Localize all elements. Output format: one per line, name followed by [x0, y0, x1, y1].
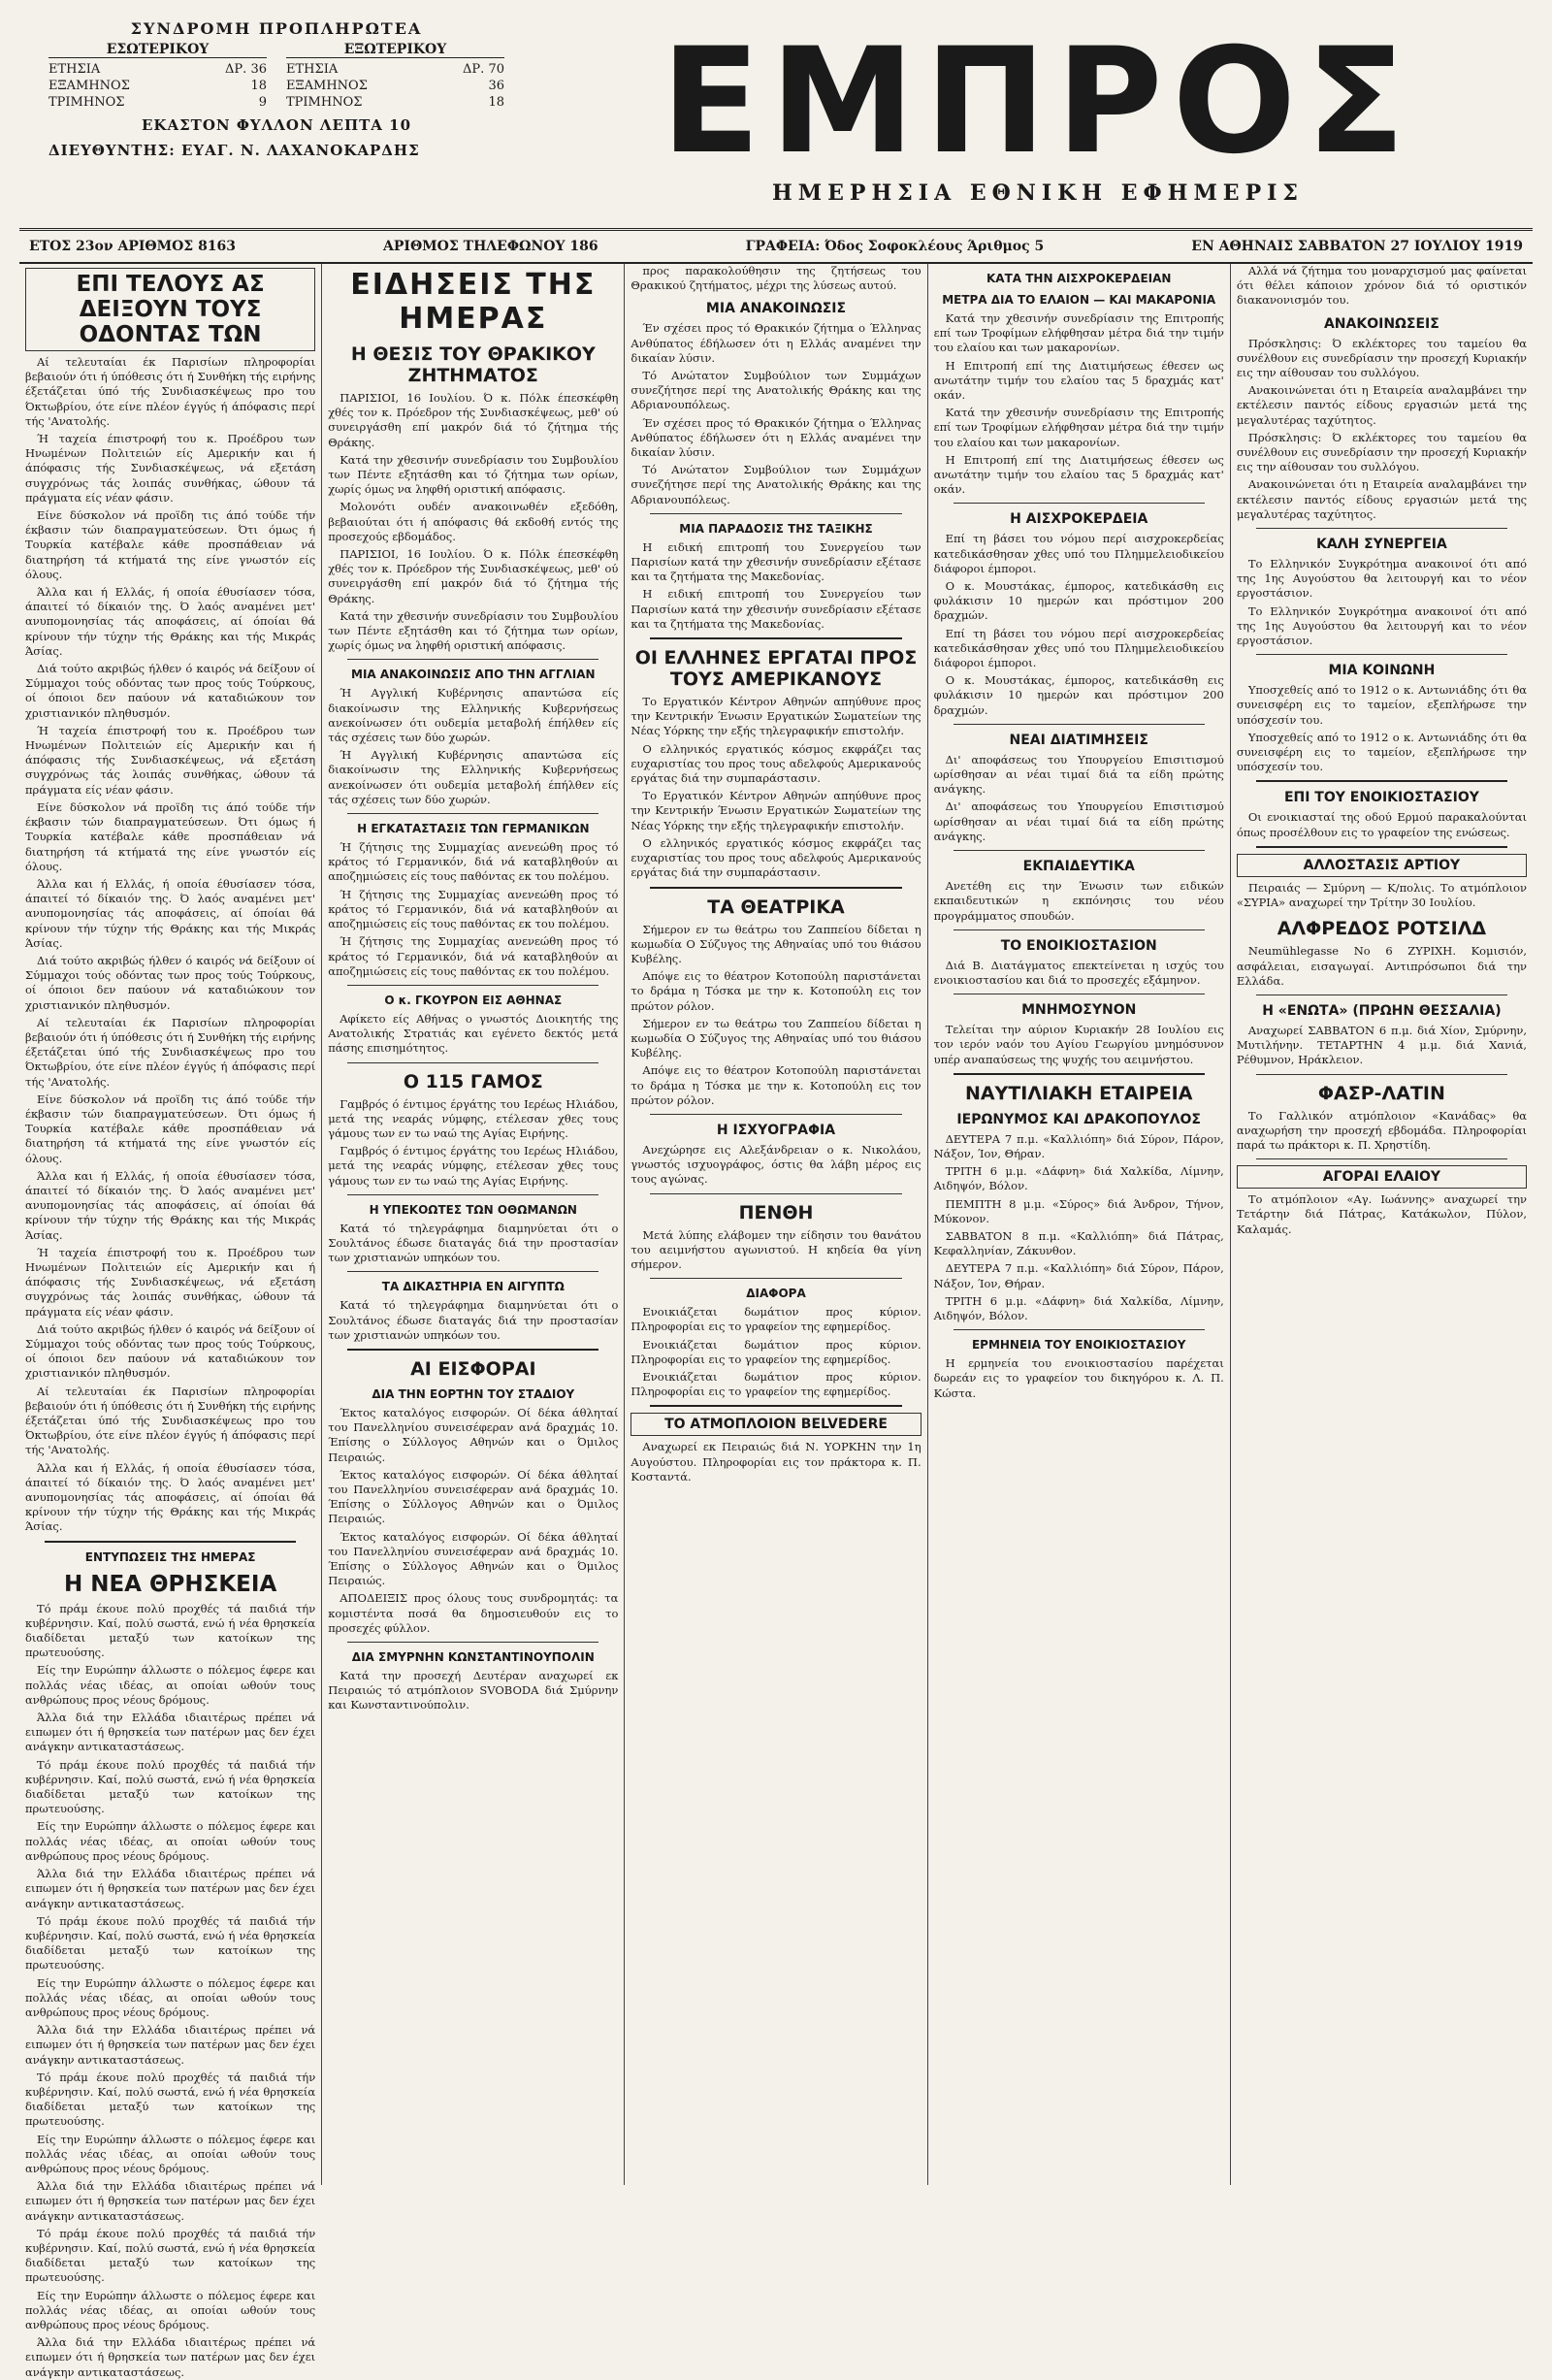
column-4	[928, 264, 1231, 2185]
subscription-box	[48, 19, 504, 159]
article-paragraph: Αί τελευταίαι έκ Παρισίων πληροφορίαι βεβαιούν ότι ή ύπόθεσις ότι ή Συνθήκη τής ειρήνης έξετάζεται ύπό τής Συνδιασκέψεως προ του Όκτωβρίου, ότε είνε πλέον έγγύς ή άπόφασις περί τής 'Ανατολής.	[25, 1015, 316, 1089]
article-paragraph: Τό πράμ έκουε πολύ προχθές τά παιδιά τήν κυβέρνησιν. Καί, πολύ σωστά, ενώ ή νέα θρησκεία διαδίδεται μεταξύ των κατοίκων της πρωτευούσης.	[25, 1757, 316, 1816]
section-divider	[650, 1278, 901, 1279]
lead-headline: ΕΠΙ ΤΕΛΟΥΣ ΑΣ ΔΕΙΞΟΥΝ ΤΟΥΣ ΟΔΟΝΤΑΣ ΤΩΝ	[25, 268, 315, 351]
article-paragraph: Διά Β. Διατάγματος επεκτείνεται η ισχύς του ενοικιοστασίου και διά το προσεχές εξάμηνον.	[933, 958, 1224, 987]
article-paragraph: Ανακοινώνεται ότι η Εταιρεία αναλαμβάνει την εκτέλεσιν παντός είδους εργασιών μετά της μεγαλυτέρας ταχύτητος.	[1236, 383, 1528, 427]
schedule-entry: ΔΕΥΤΕΡΑ 7 π.μ. «Καλλιόπη» διά Σύρον, Πάρον, Νάξον, Ίον, Θήραν.	[933, 1261, 1224, 1290]
section-title: ΤΑ ΔΙΚΑΣΤΗΡΙΑ ΕΝ ΑΙΓΥΠΤΩ	[381, 1280, 565, 1294]
section-divider	[954, 1073, 1205, 1075]
section-divider	[347, 985, 598, 986]
section-title: ΜΙΑ ΠΑΡΑΔΟΣΙΣ ΤΗΣ ΤΑΞΙΚΗΣ	[679, 521, 873, 536]
article-paragraph: Επί τη βάσει του νόμου περί αισχροκερδείας κατεδικάσθησαν χθες υπό του Πλημμελειοδικείου διάφοροι έμποροι.	[933, 626, 1224, 670]
advertisement-title: ΤΟ ΑΤΜΟΠΛΟΙΟΝ BELVEDERE	[630, 1413, 921, 1436]
section-subtitle: ΜΕΤΡΑ ΔΙΑ ΤΟ ΕΛΑΙΟΝ — ΚΑΙ ΜΑΚΑΡΟΝΙΑ	[942, 293, 1216, 307]
section-divider	[954, 929, 1205, 930]
article-paragraph: Μετά λύπης ελάβομεν την είδησιν του θανάτου του αειμνήστου αγωνιστού. Η κηδεία θα γίνη σήμερον.	[630, 1227, 922, 1271]
article-paragraph: Έν σχέσει προς τό Θρακικόν ζήτημα ο Έλληνας Ανθύπατος έδήλωσεν ότι η Ελλάς αναμένει την δικαίαν λύσιν.	[630, 321, 922, 365]
section-divider	[650, 1114, 901, 1115]
schedule-entry: ΣΑΒΒΑΤΟΝ 8 π.μ. «Καλλιόπη» διά Πάτρας, Κεφαλληνίαν, Ζάκυνθον.	[933, 1228, 1224, 1258]
rate-label: ΕΞΑΜΗΝΟΣ	[286, 79, 368, 93]
newspaper-tagline: ΗΜΕΡΗΣΙΑ ΕΘΝΙΚΗ ΕΦΗΜΕΡΙΣ	[772, 180, 1304, 206]
article-paragraph: Κατά την χθεσινήν συνεδρίασιν της Επιτροπής επί των Τροφίμων ελήφθησαν μέτρα διά την τιμήν του ελαίου και των μακαρονίων.	[933, 311, 1224, 355]
article-paragraph: Άλλα διά την Ελλάδα ιδιαιτέρως πρέπει νά ειπωμεν ότι ή θρησκεία των πατέρων μας δεν έχει ανάγκην αντικαταστάσεως.	[25, 2179, 316, 2223]
section-divider	[347, 1271, 598, 1272]
article-paragraph: Έν σχέσει προς τό Θρακικόν ζήτημα ο Έλληνας Ανθύπατος έδήλωσεν ότι η Ελλάς αναμένει την δικαίαν λύσιν.	[630, 415, 922, 460]
rate-value: ΔΡ. 36	[225, 62, 267, 77]
section-divider	[954, 850, 1205, 851]
section-divider	[954, 503, 1205, 504]
article-paragraph: Ή Αγγλική Κυβέρνησις απαντώσα είς διακοίνωσιν της Ελληνικής Κυβερνήσεως ανεκοίνωσεν ότι ουδεμία μεταβολή έπήλθεν είς τάς σχέσεις των δύο χωρών.	[328, 748, 619, 806]
section-divider	[1256, 994, 1507, 995]
subscription-title: ΣΥΝΔΡΟΜΗ ΠΡΟΠΛΗΡΩΤΕΑ	[130, 19, 423, 38]
article-paragraph: Πρόσκλησις: Ό εκλέκτορες του ταμείου θα συνέλθουν εις συνεδρίασιν την προσεχή Κυριακήν εις την αίθουσαν του συλλόγου.	[1236, 430, 1528, 474]
advertisement-title: ΦΑΣΡ-ΛΑΤΙΝ	[1317, 1082, 1445, 1104]
masthead	[19, 19, 1533, 231]
article-paragraph: Κατά την χθεσινήν συνεδρίασιν της Επιτροπής επί των Τροφίμων ελήφθησαν μέτρα διά την τιμήν του ελαίου και των μακαρονίων.	[933, 406, 1224, 449]
advertisement-title: Η «ΕΝΩΤΑ» (ΠΡΩΗΝ ΘΕΣΣΑΛΙΑ)	[1262, 1002, 1502, 1019]
section-divider	[347, 659, 598, 660]
article-paragraph: Ανεχώρησε εις Αλεξάνδρειαν ο κ. Νικολάου, γνωστός ισχυογράφος, όστις θα λάβη μέρος εις τους αγώνας.	[630, 1142, 922, 1187]
rate-value: 9	[258, 95, 267, 110]
article-headline: ΝΕΑΙ ΔΙΑΤΙΜΗΣΕΙΣ	[1009, 732, 1148, 748]
article-paragraph: Το Εργατικόν Κέντρον Αθηνών απηύθυνε προς την Κεντρικήν Ένωσιν Εργατικών Σωματείων της Νέας Υόρκης την εξής τηλεγραφικήν επιστολήν.	[630, 695, 922, 738]
article-paragraph: Είνε δύσκολον νά προϊδη τις άπό τούδε τήν έκβασιν τών διαπραγματεύσεων. Ότι όμως ή Τουρκία κατέβαλε κάθε προσπάθειαν νά διατηρήση τά κτήματά της είνε γνωστόν είς όλους.	[25, 508, 316, 581]
article-paragraph: Είς την Ευρώπην άλλωστε ο πόλεμος έφερε και πολλάς νέας ιδέας, αι οποίαι ωθούν τους ανθρώπους προς νέους δρόμους.	[25, 1819, 316, 1863]
article-paragraph: Τό πράμ έκουε πολύ προχθές τά παιδιά τήν κυβέρνησιν. Καί, πολύ σωστά, ενώ ή νέα θρησκεία διαδίδεται μεταξύ των κατοίκων της πρωτευούσης.	[25, 2226, 316, 2285]
section-divider	[650, 887, 901, 889]
article-paragraph: Ή ζήτησις της Συμμαχίας ανενεώθη προς τό κράτος τό Γερμανικόν, διά νά καταβληθούν αι αποζημιώσεις είς τους παθόντας εκ του πολέμου.	[328, 934, 619, 978]
office-address: ΓΡΑΦΕΙΑ: Όδος Σοφοκλέους Άριθμος 5	[745, 239, 1045, 254]
section-divider	[1256, 1158, 1507, 1159]
rate-value: 18	[250, 79, 267, 93]
section-title: ΔΙΑ ΣΜΥΡΝΗΝ ΚΩΝΣΤΑΝΤΙΝΟΥΠΟΛΙΝ	[351, 1650, 595, 1664]
article-paragraph: Κατά την χθεσινήν συνεδρίασιν του Συμβουλίου των Πέντε εξητάσθη και τό ζήτημα των ορίων, χωρίς όμως να ληφθή οριστική απόφασις.	[328, 452, 619, 497]
advertisement-text: Αναχωρεί ΣΑΒΒΑΤΟΝ 6 π.μ. διά Χίον, Σμύρνην, Μυτιλήνην. ΤΕΤΑΡΤΗΝ 4 μ.μ. διά Χανιά, Ρέθυμνον, Ηράκλειον.	[1236, 1023, 1528, 1067]
foreign-rates	[286, 42, 504, 111]
article-paragraph: Η ειδική επιτροπή του Συνεργείου των Παρισίων κατά την χθεσινήν συνεδρίασιν εξέτασε και τα ζητήματα της Μακεδονίας.	[630, 539, 922, 584]
article-paragraph: Είνε δύσκολον νά προϊδη τις άπό τούδε τήν έκβασιν τών διαπραγματεύσεων. Ότι όμως ή Τουρκία κατέβαλε κάθε προσπάθειαν νά διατηρήση τά κτήματά της είνε γνωστόν είς όλους.	[25, 1092, 316, 1165]
foreign-title: ΕΞΩΤΕΡΙΚΟΥ	[286, 42, 504, 58]
rate-label: ΕΤΗΣΙΑ	[48, 62, 101, 77]
section-title: Η ΙΣΧΥΟΓΡΑΦΙΑ	[716, 1122, 836, 1138]
article-paragraph: Είς την Ευρώπην άλλωστε ο πόλεμος έφερε και πολλάς νέας ιδέας, αι οποίαι ωθούν τους ανθρώπους προς νέους δρόμους.	[25, 1663, 316, 1707]
article-paragraph: Κατά τό τηλεγράφημα διαμηνύεται ότι ο Σουλτάνος έδωσε διαταγάς διά την προστασίαν των χριστιανών υπηκόων του.	[328, 1298, 619, 1342]
article-paragraph: Σήμερον εν τω θεάτρω του Ζαππείου δίδεται η κωμωδία Ο Σύζυγος της Αθηναίας υπό του θιάσου Κυβέλης.	[630, 1016, 922, 1060]
article-headline: ΤΟ ΕΝΟΙΚΙΟΣΤΑΣΙΟΝ	[1000, 937, 1157, 954]
section-divider	[650, 1405, 901, 1407]
article-paragraph: Υποσχεθείς από το 1912 ο κ. Αντωνιάδης ότι θα συνεισφέρη εις το ταμείον, εξεπλήρωσε την υπόσχεσίν του.	[1236, 730, 1528, 774]
article-paragraph: Είς την Ευρώπην άλλωστε ο πόλεμος έφερε και πολλάς νέας ιδέας, αι οποίαι ωθούν τους ανθρώπους προς νέους δρόμους.	[25, 1975, 316, 2019]
article-paragraph: Άλλα διά την Ελλάδα ιδιαιτέρως πρέπει νά ειπωμεν ότι ή θρησκεία των πατέρων μας δεν έχει ανάγκην αντικαταστάσεως.	[25, 2023, 316, 2067]
section-divider	[347, 813, 598, 814]
section-divider	[347, 1194, 598, 1195]
article-paragraph: Τό πράμ έκουε πολύ προχθές τά παιδιά τήν κυβέρνησιν. Καί, πολύ σωστά, ενώ ή νέα θρησκεία διαδίδεται μεταξύ των κατοίκων της πρωτευούσης.	[25, 1601, 316, 1660]
advertisement-title: ΑΛΛΟΣΤΑΣΙΣ ΑΡΤΙΟΥ	[1237, 854, 1527, 877]
article-headline: ΤΑ ΘΕΑΤΡΙΚΑ	[707, 896, 845, 918]
article-paragraph: Είνε δύσκολον νά προϊδη τις άπό τούδε τήν έκβασιν τών διαπραγματεύσεων. Ότι όμως ή Τουρκία κατέβαλε κάθε προσπάθειαν νά διατηρήση τά κτήματά της είνε γνωστόν είς όλους.	[25, 799, 316, 873]
article-paragraph: Μολονότι ουδέν ανακοινωθέν εξεδόθη, βεβαιούται ότι ή απόφασις θά εκδοθή εντός της προσεχούς εβδομάδος.	[328, 500, 619, 543]
article-paragraph: Η ερμηνεία του ενοικιοστασίου παρέχεται δωρεάν εις το γραφείον του δικηγόρου κ. Λ. Π. Κώστα.	[933, 1356, 1224, 1400]
article-headline: Η ΑΙΣΧΡΟΚΕΡΔΕΙΑ	[1010, 511, 1148, 528]
article-paragraph: Υποσχεθείς από το 1912 ο κ. Αντωνιάδης ότι θα συνεισφέρη εις το ταμείον, εξεπλήρωσε την υπόσχεσίν του.	[1236, 683, 1528, 727]
article-paragraph: Διά τούτο ακριβώς ήλθεν ό καιρός νά δείξουν οί Σύμμαχοι τούς οδόντας των προς τούς Τούρκους, οί όποιοι δεν παύουν νά καταδιώκουν τον χριστιανικόν πληθυσμόν.	[25, 953, 316, 1012]
article-headline: ΠΕΝΘΗ	[738, 1201, 814, 1223]
article-paragraph: Ή ζήτησις της Συμμαχίας ανενεώθη προς τό κράτος τό Γερμανικόν, διά νά καταβληθούν αι αποζημιώσεις είς τους παθόντας εκ του πολέμου.	[328, 887, 619, 931]
article-paragraph: Αλλά νά ζήτημα του μοναρχισμού μας φαίνεται ότι θέλει κάποιον χρόνον διά τό οριστικόν διακανονισμόν του.	[1236, 264, 1528, 308]
article-paragraph: Ο κ. Μουστάκας, έμπορος, κατεδικάσθη εις φυλάκισιν 10 ημερών και πρόστιμον 200 δραχμών.	[933, 579, 1224, 623]
newspaper-logo	[563, 17, 1513, 206]
rate-value: 36	[488, 79, 504, 93]
article-paragraph: Τό πράμ έκουε πολύ προχθές τά παιδιά τήν κυβέρνησιν. Καί, πολύ σωστά, ενώ ή νέα θρησκεία διαδίδεται μεταξύ των κατοίκων της πρωτευούσης.	[25, 2070, 316, 2129]
article-paragraph: Τό Ανώτατον Συμβούλιον των Συμμάχων συνεζήτησε περί της Ανατολικής Θράκης και της Αδριανουπόλεως.	[630, 369, 922, 412]
rate-label: ΕΞΑΜΗΝΟΣ	[48, 79, 130, 93]
dateline	[19, 231, 1533, 264]
rate-value: ΔΡ. 70	[463, 62, 504, 77]
section-divider	[45, 1541, 296, 1543]
article-paragraph: Δι' αποφάσεως του Υπουργείου Επισιτισμού ωρίσθησαν αι νέαι τιμαί διά τα είδη πρώτης ανάγκης.	[933, 752, 1224, 797]
section-divider	[1256, 654, 1507, 655]
article-paragraph: Το Εργατικόν Κέντρον Αθηνών απηύθυνε προς την Κεντρικήν Ένωσιν Εργατικών Σωματείων της Νέας Υόρκης την εξής τηλεγραφικήν επιστολήν.	[630, 789, 922, 832]
column-3	[625, 264, 927, 2185]
article-headline: ΑΝΑΚΟΙΝΩΣΕΙΣ	[1323, 315, 1439, 332]
schedule-entry: ΤΡΙΤΗ 6 μ.μ. «Δάφνη» διά Χαλκίδα, Λίμνην, Αιδηψόν, Βόλον.	[933, 1293, 1224, 1322]
article-paragraph: Έκτος καταλόγος εισφορών. Οί δέκα άθληταί του Πανελληνίου συνεισέφεραν ανά δραχμάς 10. Έπίσης ο Σύλλογος Αθηνών και ο Όμιλος Πειραιώς.	[328, 1529, 619, 1588]
article-paragraph: Τό Ανώτατον Συμβούλιον των Συμμάχων συνεζήτησε περί της Ανατολικής Θράκης και της Αδριανουπόλεως.	[630, 463, 922, 506]
article-headline: ΚΑΛΗ ΣΥΝΕΡΓΕΙΑ	[1315, 537, 1447, 553]
article-paragraph: Ή ταχεία έπιστροφή του κ. Προέδρου των Ηνωμένων Πολιτειών είς Αμερικήν και ή άπόφασις τής Συνδιασκέψεως, νά εξετάση συγχρόνως τάς λοιπάς συνθήκας, ώθουν τά πράγματα είς νέαν φάσιν.	[25, 1245, 316, 1319]
article-paragraph: Απόψε εις το θέατρον Κοτοπούλη παριστάνεται το δράμα η Τόσκα με την κ. Κοτοπούλη εις τον πρώτον ρόλον.	[630, 1063, 922, 1107]
section-divider	[1256, 528, 1507, 529]
article-paragraph: Άλλα και ή Ελλάς, ή οποία έθυσίασεν τόσα, άπαιτεί τό δίκαιόν της. Ό λαός αναμένει μετ' ανυπομονησίας τάς αποφάσεις, αί όποίαι θά κρίνουν τήν τύχην τής Θράκης και τής Μικράς Άσίας.	[25, 585, 316, 658]
section-divider	[954, 724, 1205, 725]
section-divider	[1256, 1074, 1507, 1075]
section-title: ΜΙΑ ΑΝΑΚΟΙΝΩΣΙΣ ΑΠΟ ΤΗΝ ΑΓΓΛΙΑΝ	[351, 668, 596, 682]
article-paragraph: Ή Αγγλική Κυβέρνησις απαντώσα είς διακοίνωσιν της Ελληνικής Κυβερνήσεως ανεκοίνωσεν ότι ουδεμία μεταβολή έπήλθεν είς τάς σχέσεις των δύο χωρών.	[328, 686, 619, 745]
advertisement-text: Το ατμόπλοιον «Αγ. Ιωάννης» αναχωρεί την Τετάρτην διά Πάτρας, Κατάκωλον, Πύλον, Καλαμάς.	[1236, 1192, 1528, 1236]
article-paragraph: Γαμβρός ό έντιμος έργάτης του Ιερέως Ηλιάδου, μετά της νεαράς νύμφης, ετέλεσαν χθες τους γάμους των εν τω ναώ της Αγίας Ειρήνης.	[328, 1096, 619, 1140]
article-paragraph: Η Επιτροπή επί της Διατιμήσεως έθεσεν ως ανωτάτην τιμήν του ελαίου τας 5 δραχμάς κατ' οκάν.	[933, 358, 1224, 403]
section-divider	[1256, 846, 1507, 848]
article-headline: ΕΠΙ ΤΟΥ ΕΝΟΙΚΙΟΣΤΑΣΙΟΥ	[1283, 790, 1479, 806]
phone-number: ΑΡΙΘΜΟΣ ΤΗΛΕΦΩΝΟΥ 186	[383, 239, 598, 254]
column-1	[19, 264, 322, 2379]
domestic-rates	[48, 42, 267, 111]
advertisement-text: Neumühlegasse No 6 ΖΥΡΙΧΗ. Κομισιόν, ασφάλειαι, εισαγωγαί. Αντιπρόσωποι διά την Ελλάδα.	[1236, 944, 1528, 988]
article-columns	[19, 264, 1533, 2379]
article-paragraph: Το Ελληνικόν Συγκρότημα ανακοινοί ότι από της 1ης Αυγούστου θα λειτουργή και το νέον εργοστάσιον.	[1236, 603, 1528, 648]
section-title: Η ΕΓΚΑΤΑΣΤΑΣΙΣ ΤΩΝ ΓΕΡΜΑΝΙΚΩΝ	[357, 822, 590, 836]
article-paragraph: Οι ενοικιασταί της οδού Ερμού παρακαλούνται όπως προσέλθουν εις το γραφείον της ενώσεως.	[1236, 810, 1528, 839]
article-paragraph: Η Επιτροπή επί της Διατιμήσεως έθεσεν ως ανωτάτην τιμήν του ελαίου τας 5 δραχμάς κατ' οκάν.	[933, 452, 1224, 497]
advertisement-title: ΑΛΦΡΕΔΟΣ ΡΟΤΣΙΛΔ	[1277, 918, 1487, 940]
article-paragraph: Αί τελευταίαι έκ Παρισίων πληροφορίαι βεβαιούν ότι ή ύπόθεσις ότι ή Συνθήκη τής ειρήνης έξετάζεται ύπό τής Συνδιασκέψεως προ του Όκτωβρίου, ότε είνε πλέον έγγύς ή άπόφασις περί τής 'Ανατολής.	[25, 1384, 316, 1457]
article-paragraph: Γαμβρός ό έντιμος έργάτης του Ιερέως Ηλιάδου, μετά της νεαράς νύμφης, ετέλεσαν χθες τους γάμους των εν τω ναώ της Αγίας Ειρήνης.	[328, 1144, 619, 1188]
issue-number: ΕΤΟΣ 23ον ΑΡΙΘΜΟΣ 8163	[29, 239, 237, 254]
schedule-entry: ΔΕΥΤΕΡΑ 7 π.μ. «Καλλιόπη» διά Σύρον, Πάρον, Νάξον, Ίον, Θήραν.	[933, 1131, 1224, 1160]
article-paragraph: Κατά την χθεσινήν συνεδρίασιν του Συμβουλίου των Πέντε εξητάσθη και τό ζήτημα των ορίων, χωρίς όμως να ληφθή οριστική απόφασις.	[328, 608, 619, 653]
article-paragraph: Έκτος καταλόγος εισφορών. Οί δέκα άθληταί του Πανελληνίου συνεισέφεραν ανά δραχμάς 10. Έπίσης ο Σύλλογος Αθηνών και ο Όμιλος Πειραιώς.	[328, 1405, 619, 1464]
article-paragraph: Κατά την προσεχή Δευτέραν αναχωρεί εκ Πειραιώς τό ατμόπλοιον SVOBODA διά Σμύρνην και Κωνσταντινούπολιν.	[328, 1669, 619, 1712]
section-title: ΔΙΑ ΤΗΝ ΕΟΡΤΗΝ ΤΟΥ ΣΤΑΔΙΟΥ	[372, 1386, 575, 1401]
section-divider	[650, 1193, 901, 1194]
article-paragraph: Ο κ. Μουστάκας, έμπορος, κατεδικάσθη εις φυλάκισιν 10 ημερών και πρόστιμον 200 δραχμών.	[933, 673, 1224, 717]
article-paragraph: Είς την Ευρώπην άλλωστε ο πόλεμος έφερε και πολλάς νέας ιδέας, αι οποίαι ωθούν τους ανθρώπους προς νέους δρόμους.	[25, 2288, 316, 2331]
article-paragraph: Ανετέθη εις την Ένωσιν των ειδικών εκπαιδευτικών η εκπόνησις του νέου προγράμματος σπουδών.	[933, 879, 1224, 923]
advertisement-title: ΑΓΟΡΑΙ ΕΛΑΙΟΥ	[1237, 1165, 1527, 1189]
article-paragraph: Επί τη βάσει του νόμου περί αισχροκερδείας κατεδικάσθησαν χθες υπό του Πλημμελειοδικείου διάφοροι έμποροι.	[933, 532, 1224, 575]
article-paragraph: Τελείται την αύριον Κυριακήν 28 Ιουλίου εις τον ιερόν ναόν του Αγίου Γεωργίου μνημόσυνον υπέρ αναπαύσεως της ψυχής του αειμνήστου.	[933, 1023, 1224, 1066]
column-2	[322, 264, 625, 2185]
section-title: ΕΝΤΥΠΩΣΕΙΣ ΤΗΣ ΗΜΕΡΑΣ	[84, 1549, 256, 1564]
article-paragraph: Αφίκετο είς Αθήνας ο γνωστός Διοικητής της Ανατολικής Στρατιάς και εγένετο δεκτός μετά πάσης επισημότητος.	[328, 1011, 619, 1056]
article-paragraph: Άλλα διά την Ελλάδα ιδιαιτέρως πρέπει νά ειπωμεν ότι ή θρησκεία των πατέρων μας δεν έχει ανάγκην αντικαταστάσεως.	[25, 1711, 316, 1754]
section-divider	[347, 1349, 598, 1351]
article-paragraph: Ανακοινώνεται ότι η Εταιρεία αναλαμβάνει την εκτέλεσιν παντός είδους εργασιών μετά της μεγαλυτέρας ταχύτητος.	[1236, 477, 1528, 521]
article-headline: ΑΙ ΕΙΣΦΟΡΑΙ	[410, 1357, 536, 1380]
rate-label: ΤΡΙΜΗΝΟΣ	[286, 95, 363, 110]
domestic-title: ΕΣΩΤΕΡΙΚΟΥ	[48, 42, 267, 58]
advertisement-text: Το Γαλλικόν ατμόπλοιον «Κανάδας» θα αναχωρήση την προσεχή εβδομάδα. Πληροφορίαι παρά τω πράκτορι κ. Π. Χρηστίδη.	[1236, 1108, 1528, 1152]
article-headline: Ο 115 ΓΑΜΟΣ	[403, 1070, 543, 1092]
article-paragraph: Αί τελευταίαι έκ Παρισίων πληροφορίαι βεβαιούν ότι ή ύπόθεσις ότι ή Συνθήκη τής ειρήνης έξετάζεται ύπό τής Συνδιασκέψεως προ του Όκτωβρίου, ότε είνε πλέον έγγύς ή άπόφασις περί τής 'Ανατολής.	[25, 355, 316, 428]
section-title: ΚΑΤΑ ΤΗΝ ΑΙΣΧΡΟΚΕΡΔΕΙΑΝ	[986, 272, 1172, 285]
section-title: ΕΡΜΗΝΕΙΑ ΤΟΥ ΕΝΟΙΚΙΟΣΤΑΣΙΟΥ	[971, 1338, 1186, 1353]
director: ΔΙΕΥΘΥΝΤΗΣ: ΕΥΑΓ. Ν. ΛΑΧΑΝΟΚΑΡΔΗΣ	[48, 142, 420, 159]
section-divider	[650, 513, 901, 514]
article-headline: ΜΙΑ ΚΟΙΝΩΝΗ	[1328, 663, 1436, 679]
rate-value: 18	[488, 95, 504, 110]
schedule-entry: ΠΕΜΠΤΗ 8 μ.μ. «Σύρος» διά Άνδρον, Τήνον, Μύκονον.	[933, 1196, 1224, 1225]
section-divider	[347, 1642, 598, 1643]
advertisement-text: Αναχωρεί εκ Πειραιώς διά Ν. ΥΟΡΚΗΝ την 1η Αυγούστου. Πληροφορίαι εις τον πράκτορα κ. Π. Κοσταντά.	[630, 1440, 922, 1483]
article-paragraph: Άλλα διά την Ελλάδα ιδιαιτέρως πρέπει νά ειπωμεν ότι ή θρησκεία των πατέρων μας δεν έχει ανάγκην αντικαταστάσεως.	[25, 1867, 316, 1910]
advertisement-title: ΝΑΥΤΙΛΙΑΚΗ ΕΤΑΙΡΕΙΑ	[964, 1082, 1193, 1104]
advertisement-text: Πειραιάς — Σμύρνη — Κ/πολις. Το ατμόπλοιον «ΣΥΡΙΑ» αναχωρεί την Τρίτην 30 Ιουλίου.	[1236, 880, 1528, 910]
article-headline: Η ΘΕΣΙΣ ΤΟΥ ΘΡΑΚΙΚΟΥ ΖΗΤΗΜΑΤΟΣ	[350, 343, 596, 386]
article-headline: ΟΙ ΕΛΛΗΝΕΣ ΕΡΓΑΤΑΙ ΠΡΟΣ ΤΟΥΣ ΑΜΕΡΙΚΑΝΟΥΣ	[634, 647, 918, 691]
rate-label: ΤΡΙΜΗΝΟΣ	[48, 95, 125, 110]
article-paragraph: Ενοικιάζεται δωμάτιον προς κύριον. Πληροφορίαι εις το γραφείον της εφημερίδος.	[630, 1337, 922, 1366]
newspaper-title: ΕΜΠΡΟΣ	[661, 17, 1415, 186]
section-title: Ο κ. ΓΚΟΥΡΟΝ ΕΙΣ ΑΘΗΝΑΣ	[384, 993, 563, 1007]
article-paragraph: Είς την Ευρώπην άλλωστε ο πόλεμος έφερε και πολλάς νέας ιδέας, αι οποίαι ωθούν τους ανθρώπους προς νέους δρόμους.	[25, 2132, 316, 2175]
section-divider	[347, 1062, 598, 1063]
issue-price: ΕΚΑΣΤΟΝ ΦΥΛΛΟΝ ΛΕΠΤΑ 10	[141, 116, 412, 134]
newspaper-page	[19, 17, 1533, 2379]
column-5	[1231, 264, 1533, 2185]
news-banner: ΕΙΔΗΣΕΙΣ ΤΗΣ ΗΜΕΡΑΣ	[350, 268, 597, 336]
article-paragraph: Πρόσκλησις: Ό εκλέκτορες του ταμείου θα συνέλθουν εις συνεδρίασιν την προσεχή Κυριακήν εις την αίθουσαν του συλλόγου.	[1236, 336, 1528, 380]
article-paragraph: Απόψε εις το θέατρον Κοτοπούλη παριστάνεται το δράμα η Τόσκα με την κ. Κοτοπούλη εις τον πρώτον ρόλον.	[630, 969, 922, 1013]
article-paragraph: Δι' αποφάσεως του Υπουργείου Επισιτισμού ωρίσθησαν αι νέαι τιμαί διά τα είδη πρώτης ανάγκης.	[933, 799, 1224, 843]
article-paragraph: Κατά τό τηλεγράφημα διαμηνύεται ότι ο Σουλτάνος έδωσε διαταγάς διά την προστασίαν των χριστιανών υπηκόων του.	[328, 1221, 619, 1265]
article-paragraph: Διά τούτο ακριβώς ήλθεν ό καιρός νά δείξουν οί Σύμμαχοι τούς οδόντας των προς τούς Τούρκους, οί όποιοι δεν παύουν νά καταδιώκουν τον χριστιανικόν πληθυσμόν.	[25, 1321, 316, 1381]
article-paragraph: Ο ελληνικός εργατικός κόσμος εκφράζει τας ευχαριστίας του προς τους αδελφούς Αμερικανούς εργάτας διά την συμπαράστασιν.	[630, 741, 922, 786]
article-paragraph: Ο ελληνικός εργατικός κόσμος εκφράζει τας ευχαριστίας του προς τους αδελφούς Αμερικανούς εργάτας διά την συμπαράστασιν.	[630, 835, 922, 880]
article-paragraph: Άλλα και ή Ελλάς, ή οποία έθυσίασεν τόσα, άπαιτεί τό δίκαιόν της. Ό λαός αναμένει μετ' ανυπομονησίας τάς αποφάσεις, αί όποίαι θά κρίνουν τήν τύχην τής Θράκης και τής Μικράς Άσίας.	[25, 1460, 316, 1534]
section-divider	[650, 637, 901, 639]
article-headline: ΜΝΗΜΟΣΥΝΟΝ	[1021, 1002, 1137, 1019]
article-paragraph: Ή ταχεία έπιστροφή του κ. Προέδρου των Ηνωμένων Πολιτειών είς Αμερικήν και ή άπόφασις τής Συνδιασκέψεως, νά εξετάση συγχρόνως τάς λοιπάς συνθήκας, ώθουν τά πράγματα είς νέαν φάσιν.	[25, 723, 316, 797]
article-headline: Η ΝΕΑ ΘΡΗΣΚΕΙΑ	[63, 1571, 277, 1597]
issue-date: ΕΝ ΑΘΗΝΑΙΣ ΣΑΒΒΑΤΟΝ 27 ΙΟΥΛΙΟΥ 1919	[1191, 239, 1523, 254]
section-title: ΔΙΑΦΟΡΑ	[746, 1287, 806, 1301]
section-divider	[954, 1329, 1205, 1330]
advertisement-subtitle: ΙΕΡΩΝΥΜΟΣ ΚΑΙ ΔΡΑΚΟΠΟΥΛΟΣ	[956, 1111, 1201, 1127]
section-title: Η ΥΠΕΚΟΩΤΕΣ ΤΩΝ ΟΘΩΜΑΝΩΝ	[369, 1202, 577, 1217]
article-paragraph: Ενοικιάζεται δωμάτιον προς κύριον. Πληροφορίαι εις το γραφείον της εφημερίδος.	[630, 1369, 922, 1399]
article-paragraph: ΑΠΟΔΕΙΞΙΣ προς όλους τους συνδρομητάς: τα κομιστέντα ποσά θα δημοσιευθούν εις το προσεχές φύλλον.	[328, 1591, 619, 1635]
article-paragraph: Η ειδική επιτροπή του Συνεργείου των Παρισίων κατά την χθεσινήν συνεδρίασιν εξέτασε και τα ζητήματα της Μακεδονίας.	[630, 587, 922, 631]
article-paragraph: Σήμερον εν τω θεάτρω του Ζαππείου δίδεται η κωμωδία Ο Σύζυγος της Αθηναίας υπό του θιάσου Κυβέλης.	[630, 922, 922, 965]
article-paragraph: προς παρακολούθησιν της ζητήσεως του Θρακικού ζητήματος, μέχρι της λύσεως αυτού.	[630, 264, 922, 293]
article-paragraph: Έκτος καταλόγος εισφορών. Οί δέκα άθληταί του Πανελληνίου συνεισέφεραν ανά δραχμάς 10. Έπίσης ο Σύλλογος Αθηνών και ο Όμιλος Πειραιώς.	[328, 1467, 619, 1526]
article-paragraph: Το Ελληνικόν Συγκρότημα ανακοινοί ότι από της 1ης Αυγούστου θα λειτουργή και το νέον εργοστάσιον.	[1236, 557, 1528, 601]
article-paragraph: Άλλα διά την Ελλάδα ιδιαιτέρως πρέπει νά ειπωμεν ότι ή θρησκεία των πατέρων μας δεν έχει ανάγκην αντικαταστάσεως.	[25, 2335, 316, 2379]
section-title: ΜΙΑ ΑΝΑΚΟΙΝΩΣΙΣ	[705, 301, 847, 317]
article-paragraph: ΠΑΡΙΣΙΟΙ, 16 Ιουλίου. Ό κ. Πόλκ έπεσκέφθη χθές τον κ. Πρόεδρον τής Συνδιασκέψεως, μεθ' ού συνειργάσθη επί μακρόν διά τό ζήτημα τής Θράκης.	[328, 391, 619, 449]
article-paragraph: ΠΑΡΙΣΙΟΙ, 16 Ιουλίου. Ό κ. Πόλκ έπεσκέφθη χθές τον κ. Πρόεδρον τής Συνδιασκέψεως, μεθ' ού συνειργάσθη επί μακρόν διά τό ζήτημα τής Θράκης.	[328, 547, 619, 605]
article-paragraph: Άλλα και ή Ελλάς, ή οποία έθυσίασεν τόσα, άπαιτεί τό δίκαιόν της. Ό λαός αναμένει μετ' ανυπομονησίας τάς αποφάσεις, αί όποίαι θά κρίνουν τήν τύχην τής Θράκης και τής Μικράς Άσίας.	[25, 1168, 316, 1242]
article-paragraph: Ή ζήτησις της Συμμαχίας ανενεώθη προς τό κράτος τό Γερμανικόν, διά νά καταβληθούν αι αποζημιώσεις είς τους παθόντας εκ του πολέμου.	[328, 840, 619, 884]
section-divider	[1256, 780, 1507, 782]
article-paragraph: Ή ταχεία έπιστροφή του κ. Προέδρου των Ηνωμένων Πολιτειών είς Αμερικήν και ή άπόφασις τής Συνδιασκέψεως, νά εξετάση συγχρόνως τάς λοιπάς συνθήκας, ώθουν τά πράγματα είς νέαν φάσιν.	[25, 432, 316, 505]
schedule-entry: ΤΡΙΤΗ 6 μ.μ. «Δάφνη» διά Χαλκίδα, Λίμνην, Αιδηψόν, Βόλον.	[933, 1164, 1224, 1193]
rate-label: ΕΤΗΣΙΑ	[286, 62, 339, 77]
article-paragraph: Τό πράμ έκουε πολύ προχθές τά παιδιά τήν κυβέρνησιν. Καί, πολύ σωστά, ενώ ή νέα θρησκεία διαδίδεται μεταξύ των κατοίκων της πρωτευούσης.	[25, 1913, 316, 1972]
article-paragraph: Άλλα και ή Ελλάς, ή οποία έθυσίασεν τόσα, άπαιτεί τό δίκαιόν της. Ό λαός αναμένει μετ' ανυπομονησίας τάς αποφάσεις, αί όποίαι θά κρίνουν τήν τύχην τής Θράκης και τής Μικράς Άσίας.	[25, 876, 316, 950]
article-paragraph: Ενοικιάζεται δωμάτιον προς κύριον. Πληροφορίαι εις το γραφείον της εφημερίδος.	[630, 1305, 922, 1334]
section-title: ΕΚΠΑΙΔΕΥΤΙΚΑ	[1022, 859, 1135, 875]
article-paragraph: Διά τούτο ακριβώς ήλθεν ό καιρός νά δείξουν οί Σύμμαχοι τούς οδόντας των προς τούς Τούρκους, οί όποιοι δεν παύουν νά καταδιώκουν τον χριστιανικόν πληθυσμόν.	[25, 662, 316, 720]
